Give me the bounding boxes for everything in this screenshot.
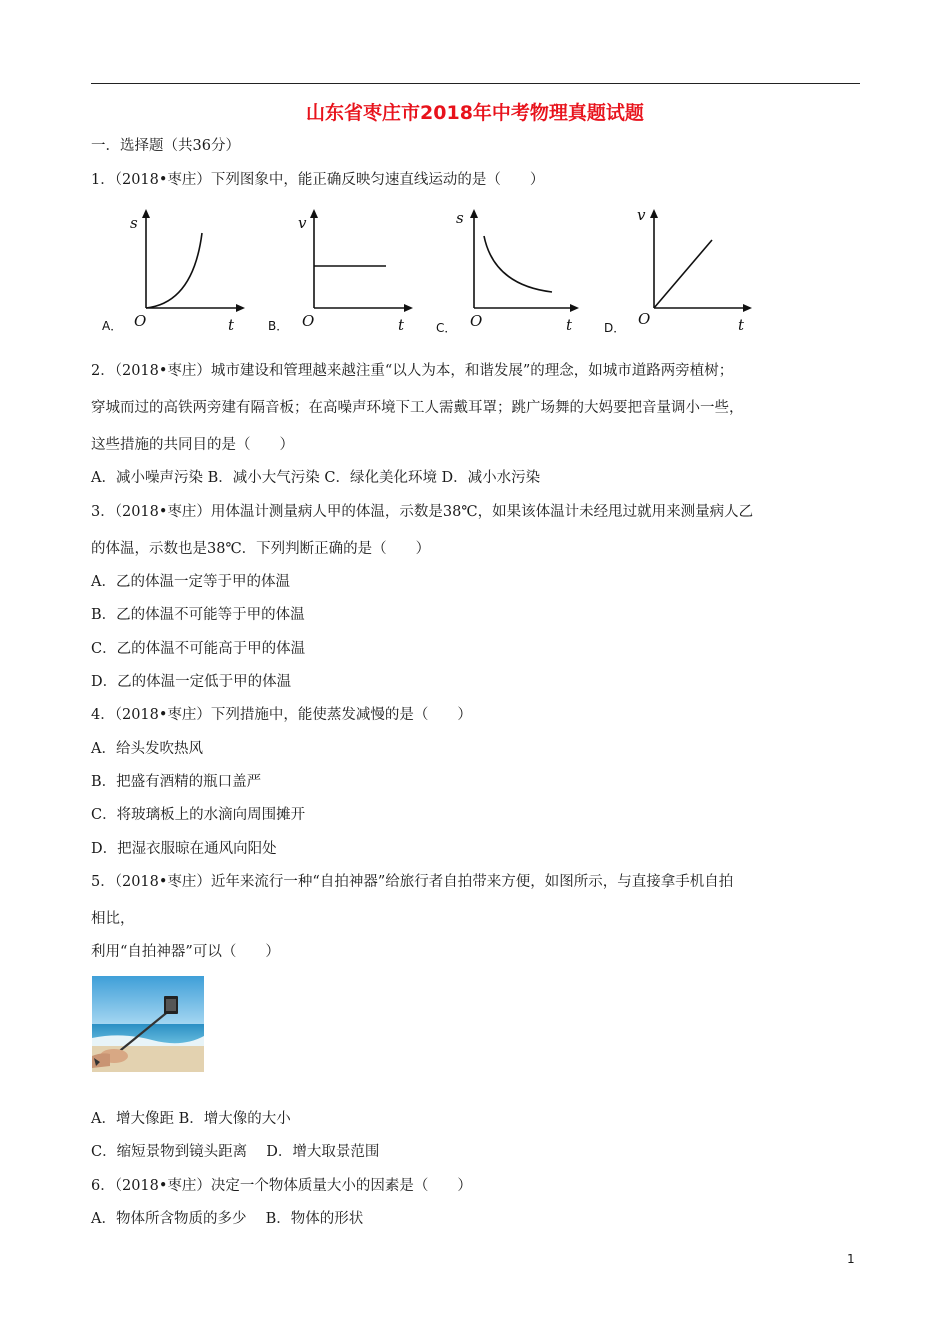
question-5-line-2: 相比， (91, 911, 135, 927)
graph-b-origin: O (302, 312, 315, 330)
graph-c-origin: O (470, 312, 483, 330)
graph-c-option: C． (436, 321, 457, 335)
question-5-line-1: 5．（2018•枣庄）近年来流行一种“自拍神器”给旅行者自拍带来方便，如图所示，与直接拿手机自拍 (91, 874, 734, 890)
question-3-option-b: B．乙的体温不可能等于甲的体温 (91, 607, 305, 623)
question-2-options: A．减小噪声污染 B．减小大气污染 C．绿化美化环境 D．减小水污染 (91, 470, 541, 486)
selfie-stick-image (92, 976, 204, 1072)
graph-a-x-label: t (228, 316, 235, 334)
graph-b-x-label: t (398, 316, 405, 334)
question-3-option-c: C．乙的体温不可能高于甲的体温 (91, 641, 306, 657)
question-2-line-3: 这些措施的共同目的是（ ） (91, 437, 294, 453)
question-4-option-d: D．把湿衣服晾在通风向阳处 (91, 841, 277, 857)
question-4: 4．（2018•枣庄）下列措施中，能使蒸发减慢的是（ ） (91, 707, 472, 723)
graph-c-y-label: s (456, 209, 464, 227)
graph-d-x-label: t (738, 316, 745, 334)
question-3-option-d: D．乙的体温一定低于甲的体温 (91, 674, 292, 690)
graph-d-option: D． (604, 321, 626, 335)
graph-a (98, 203, 258, 333)
graph-c (432, 203, 592, 333)
question-5-options-ab: A．增大像距 B．增大像的大小 (91, 1111, 291, 1127)
graph-b (266, 203, 426, 333)
graph-d-y-label: v (637, 206, 646, 224)
question-6: 6．（2018•枣庄）决定一个物体质量大小的因素是（ ） (91, 1178, 472, 1194)
question-6-options-ab: A．物体所含物质的多少 B．物体的形状 (91, 1211, 364, 1227)
question-3-line-1: 3．（2018•枣庄）用体温计测量病人甲的体温，示数是38℃，如果该体温计未经甩过就用来测量病人乙 (91, 504, 754, 520)
graph-b-y-label: v (298, 214, 307, 232)
graph-a-y-label: s (130, 214, 138, 232)
section-heading: 一．选择题（共36分） (91, 138, 240, 154)
graph-d-origin: O (638, 310, 651, 328)
question-2-line-1: 2．（2018•枣庄）城市建设和管理越来越注重“以人为本，和谐发展”的理念，如城市道路两旁植树； (91, 363, 734, 379)
page-title: 山东省枣庄市2018年中考物理真题试题 (306, 102, 644, 124)
question-3-line-2: 的体温，示数也是38℃．下列判断正确的是（ ） (91, 541, 431, 557)
question-4-option-a: A．给头发吹热风 (91, 741, 203, 757)
question-3-option-a: A．乙的体温一定等于甲的体温 (91, 574, 290, 590)
question-5-options-cd: C．缩短景物到镜头距离 D．增大取景范围 (91, 1144, 380, 1160)
graph-d (600, 203, 760, 333)
graph-a-option: A． (102, 319, 123, 333)
graph-a-origin: O (134, 312, 147, 330)
page-number: 1 (847, 1252, 855, 1266)
question-4-option-b: B．把盛有酒精的瓶口盖严 (91, 774, 262, 790)
question-2-line-2: 穿城而过的高铁两旁建有隔音板；在高噪声环境下工人需戴耳罩；跳广场舞的大妈要把音量调小一些， (91, 400, 744, 416)
question-5-line-3: 利用“自拍神器”可以（ ） (91, 944, 280, 960)
graph-c-x-label: t (566, 316, 573, 334)
header-rule (91, 83, 860, 84)
graph-b-option: B． (268, 319, 289, 333)
question-1: 1．（2018•枣庄）下列图象中，能正确反映匀速直线运动的是（ ） (91, 172, 545, 188)
question-4-option-c: C．将玻璃板上的水滴向周围摊开 (91, 807, 306, 823)
